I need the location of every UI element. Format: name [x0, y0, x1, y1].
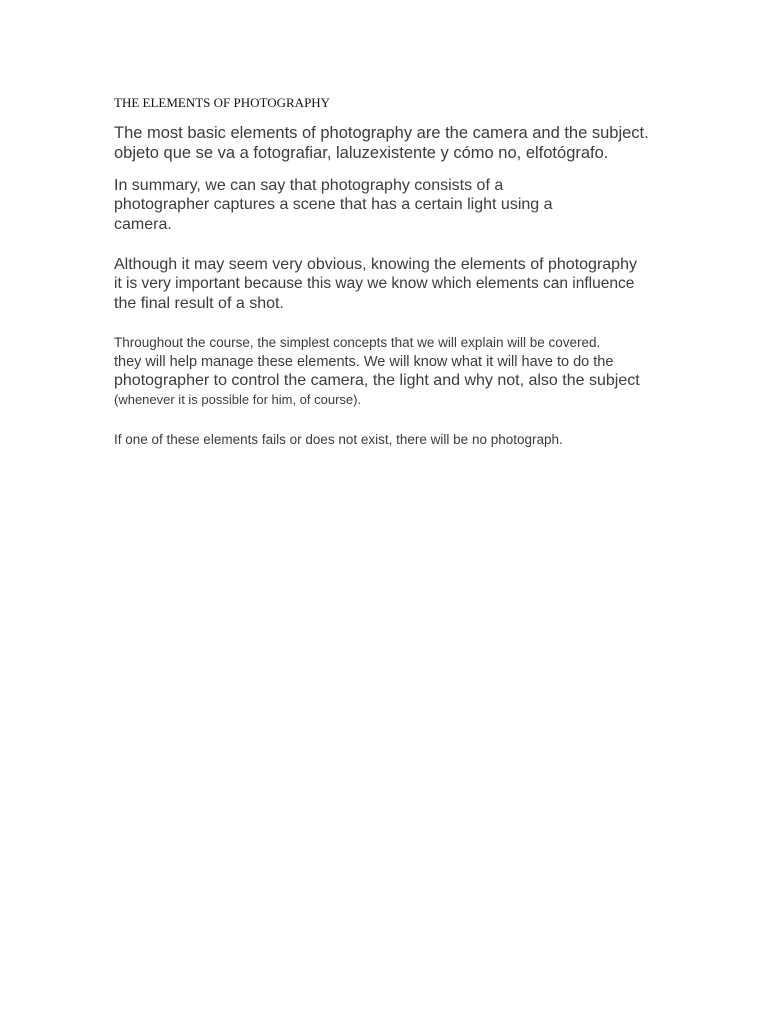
paragraph-4-line-1: Throughout the course, the simplest concepts that we will explain will be covered. [114, 335, 601, 350]
paragraph-4-line-2: they will help manage these elements. We will know what it will have to do the [114, 354, 614, 370]
paragraph-2-line-2: photographer captures a scene that has a certain light using a [114, 196, 553, 213]
paragraph-3-line-3: the final result of a shot. [114, 295, 284, 312]
paragraph-1-line-1: The most basic elements of photography are the camera and the subject. [114, 124, 649, 142]
paragraph-4-line-4: (whenever it is possible for him, of course). [114, 392, 362, 407]
paragraph-1-line-2: objeto que se va a fotografiar, laluzexistente y cómo no, elfotógrafo. [114, 144, 609, 162]
paragraph-2-line-3: camera. [114, 216, 172, 233]
paragraph-3-line-2: it is very important because this way we know which elements can influence [114, 275, 635, 292]
paragraph-2-line-1: In summary, we can say that photography consists of a [114, 177, 504, 194]
paragraph-3-line-1: Although it may seem very obvious, knowing the elements of photography [114, 256, 637, 273]
document-title: THE ELEMENTS OF PHOTOGRAPHY [114, 95, 331, 110]
paragraph-4-line-3: photographer to control the camera, the light and why not, also the subject [114, 372, 640, 389]
paragraph-5-line-1: If one of these elements fails or does not exist, there will be no photograph. [114, 432, 563, 447]
